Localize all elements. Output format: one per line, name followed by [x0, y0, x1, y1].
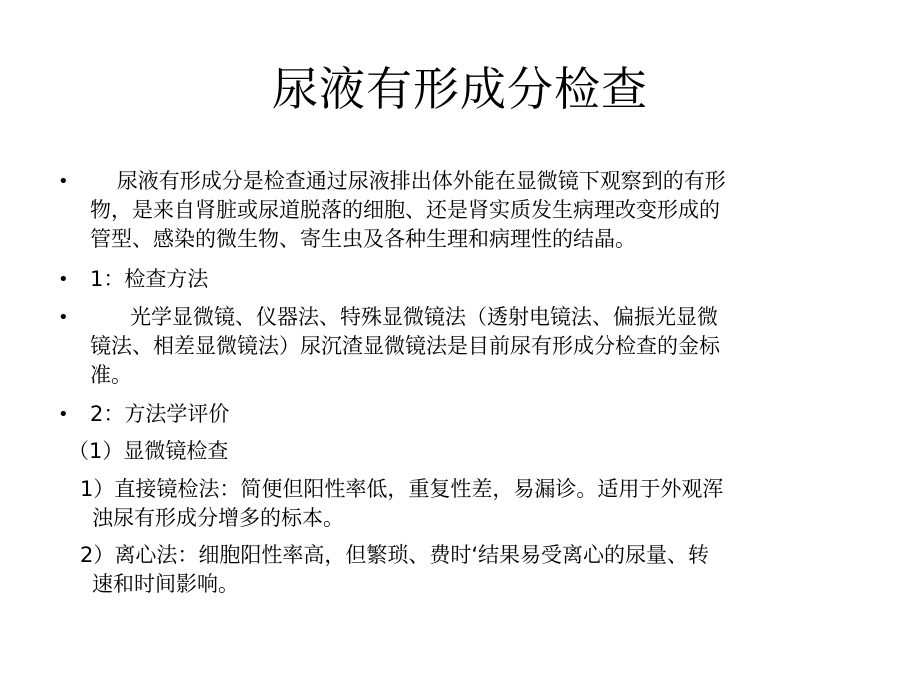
text-line: （1）显微镜检查 — [68, 439, 229, 463]
bullet-marker: • — [58, 307, 69, 328]
text-line: 光学显微镜、仪器法、特殊显微镜法（透射电镜法、偏振光显微 — [90, 305, 719, 329]
bullet-text — [90, 400, 880, 429]
text-line: 2：方法学评价 — [90, 402, 230, 426]
bullet-marker: • — [58, 269, 69, 290]
text-line: 准。 — [90, 363, 132, 387]
text-line: 浊尿有形成分增多的标本。 — [92, 506, 344, 530]
bullet-text — [90, 265, 880, 294]
subitem-centrifuge-method — [80, 541, 900, 599]
bullet-marker: • — [58, 171, 69, 192]
bullet-text — [90, 303, 880, 390]
text-line: 管型、感染的微生物、寄生虫及各种生理和病理性的结晶。 — [90, 227, 636, 251]
bullet-text — [90, 167, 880, 254]
text-line: 镜法、相差显微镜法）尿沉渣显微镜法是目前尿有形成分检查的金标 — [90, 334, 720, 358]
text-line: 尿液有形成分是检查通过尿液排出体外能在显微镜下观察到的有形 — [90, 169, 726, 193]
subheading-microscopy — [68, 437, 888, 466]
text-line: 1）直接镜检法：简便但阳性率低，重复性差，易漏诊。适用于外观浑 — [80, 477, 724, 501]
slide-title: 尿液有形成分检查 — [272, 62, 648, 116]
text-line: 1：检查方法 — [90, 267, 209, 291]
text-line: 速和时间影响。 — [92, 572, 239, 596]
subitem-direct-method — [80, 475, 900, 533]
text-line: 物，是来自肾脏或尿道脱落的细胞、还是肾实质发生病理改变形成的 — [90, 198, 720, 222]
text-line: 2）离心法：细胞阳性率高，但繁琐、费时‘结果易受离心的尿量、转 — [80, 543, 710, 567]
bullet-marker: • — [58, 404, 69, 425]
